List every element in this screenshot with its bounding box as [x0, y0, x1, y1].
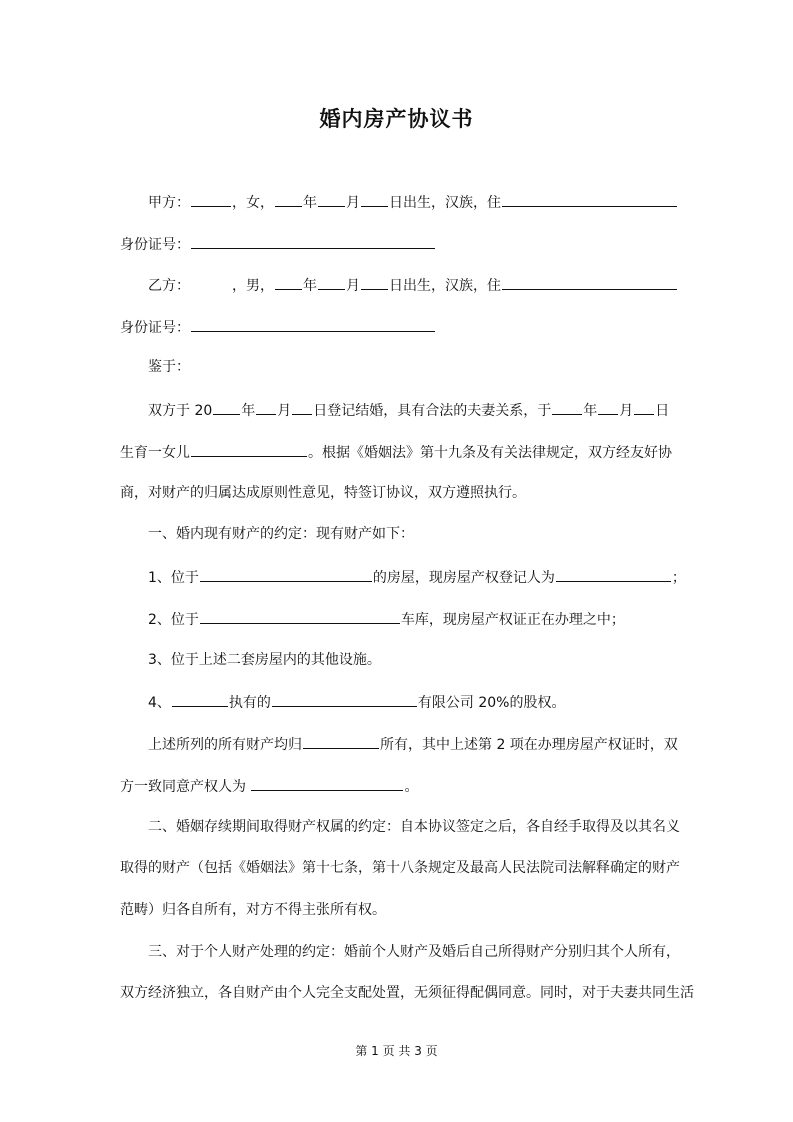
p1-text-c: 月: [277, 403, 292, 419]
item-2-location-blank: [200, 608, 400, 624]
section2-line3: 范畴）归各自所有，对方不得主张所有权。: [120, 902, 386, 918]
party-b-gender: ，男，: [232, 278, 274, 294]
item-4: [148, 691, 566, 713]
item-2-text-b: 车库，现房屋产权证正在办理之中；: [400, 612, 625, 628]
item-4-text-a: 4、: [148, 695, 171, 711]
party-a-id-line: [120, 233, 436, 255]
section1-heading: 一、婚内现有财产的约定：现有财产如下：: [148, 526, 414, 542]
p2-text-d: 。: [404, 779, 419, 795]
party-a-day-blank: [361, 191, 388, 207]
birth-month-blank: [598, 399, 618, 415]
p1-line1: [148, 399, 669, 421]
party-a-label: 甲方：: [148, 195, 190, 211]
party-a-address-blank: [502, 191, 677, 207]
p1-text-d: 日登记结婚，具有合法的夫妻关系，于: [313, 403, 552, 419]
document-title: 婚内房产协议书: [319, 106, 474, 131]
property-holder-blank: [251, 775, 403, 791]
party-b-born-text: 日出生，汉族，住: [389, 278, 501, 294]
item-1-registrant-blank: [556, 566, 671, 582]
party-a-year-label: 年: [303, 195, 317, 211]
marriage-day-blank: [292, 399, 312, 415]
party-b-id-line: [120, 316, 436, 338]
item-1-location-blank: [200, 566, 372, 582]
section2-line2: 取得的财产（包括《婚姻法》第十七条，第十八条规定及最高人民法院司法解释确定的财产: [120, 860, 680, 876]
party-b-id-blank: [191, 316, 435, 332]
section2-line1: 二、婚姻存续期间取得财产权属的约定：自本协议签定之后，各自经手取得及以其名义: [148, 819, 680, 835]
birth-day-blank: [634, 399, 654, 415]
item-1-text-b: 的房屋，现房屋产权登记人为: [372, 570, 555, 586]
party-b-year-blank: [275, 274, 302, 290]
party-b-line: [148, 274, 678, 296]
item-4-text-b: 执有的: [228, 695, 271, 711]
section3-line1: 三、对于个人财产处理的约定：婚前个人财产及婚后自己所得财产分别归其个人所有，: [148, 944, 680, 960]
p1-text-g: 日: [655, 403, 670, 419]
party-a-born-text: 日出生，汉族，住: [389, 195, 501, 211]
party-a-name-blank: [191, 191, 231, 207]
party-b-day-blank: [361, 274, 388, 290]
item-1-text-a: 1、位于: [148, 570, 199, 586]
section3-line2: 双方经济独立，各自财产由个人完全支配处置，无须征得配偶同意。同时，对于夫妻共同生活: [120, 985, 694, 1001]
party-a-month-blank: [318, 191, 345, 207]
p1-text-h: 生育一女儿: [120, 445, 190, 461]
party-a-id-label: 身份证号：: [120, 237, 190, 253]
party-a-id-blank: [191, 233, 435, 249]
page-footer: 第 1 页 共 3 页: [355, 1044, 438, 1058]
party-b-label: 乙方：: [148, 278, 190, 294]
p2-line1: [148, 733, 678, 755]
p1-line2: [120, 441, 672, 463]
p2-text-b: 所有，其中上述第 2 项在办理房屋产权证时，双: [380, 737, 678, 753]
party-a-year-blank: [275, 191, 302, 207]
p1-text-e: 年: [583, 403, 598, 419]
item-1: [148, 566, 686, 588]
whereas-heading: 鉴于：: [148, 359, 190, 375]
party-a-gender: ，女，: [232, 195, 274, 211]
party-b-month-blank: [318, 274, 345, 290]
daughter-name-blank: [191, 441, 307, 457]
item-3: 3、位于上述二套房屋内的其他设施。: [148, 652, 381, 668]
p2-text-a: 上述所列的所有财产均归: [148, 737, 302, 753]
party-b-year-label: 年: [303, 278, 317, 294]
marriage-year-blank: [213, 399, 240, 415]
p1-text-i: 。根据《婚姻法》第十九条及有关法律规定，双方经友好协: [308, 445, 672, 461]
p1-text-a: 双方于 20: [148, 403, 213, 419]
marriage-month-blank: [256, 399, 276, 415]
p1-text-f: 月: [619, 403, 634, 419]
item-2-text-a: 2、位于: [148, 612, 199, 628]
item-4-company-blank: [272, 691, 417, 707]
party-b-address-blank: [502, 274, 677, 290]
owner-blank: [303, 733, 379, 749]
party-b-id-label: 身份证号：: [120, 320, 190, 336]
party-b-month-label: 月: [346, 278, 360, 294]
item-4-text-c: 有限公司 20%的股权。: [417, 695, 566, 711]
p1-text-b: 年: [241, 403, 256, 419]
item-1-text-c: ；: [671, 570, 686, 586]
p2-line2: [120, 775, 418, 797]
item-4-holder-blank: [172, 691, 228, 707]
p2-text-c: 方一致同意产权人为: [120, 779, 251, 795]
party-a-line: [148, 191, 678, 213]
p1-line3: 商，对财产的归属达成原则性意见，特签订协议，双方遵照执行。: [120, 485, 526, 501]
item-2: [148, 608, 625, 630]
party-a-month-label: 月: [346, 195, 360, 211]
birth-year-blank: [552, 399, 582, 415]
